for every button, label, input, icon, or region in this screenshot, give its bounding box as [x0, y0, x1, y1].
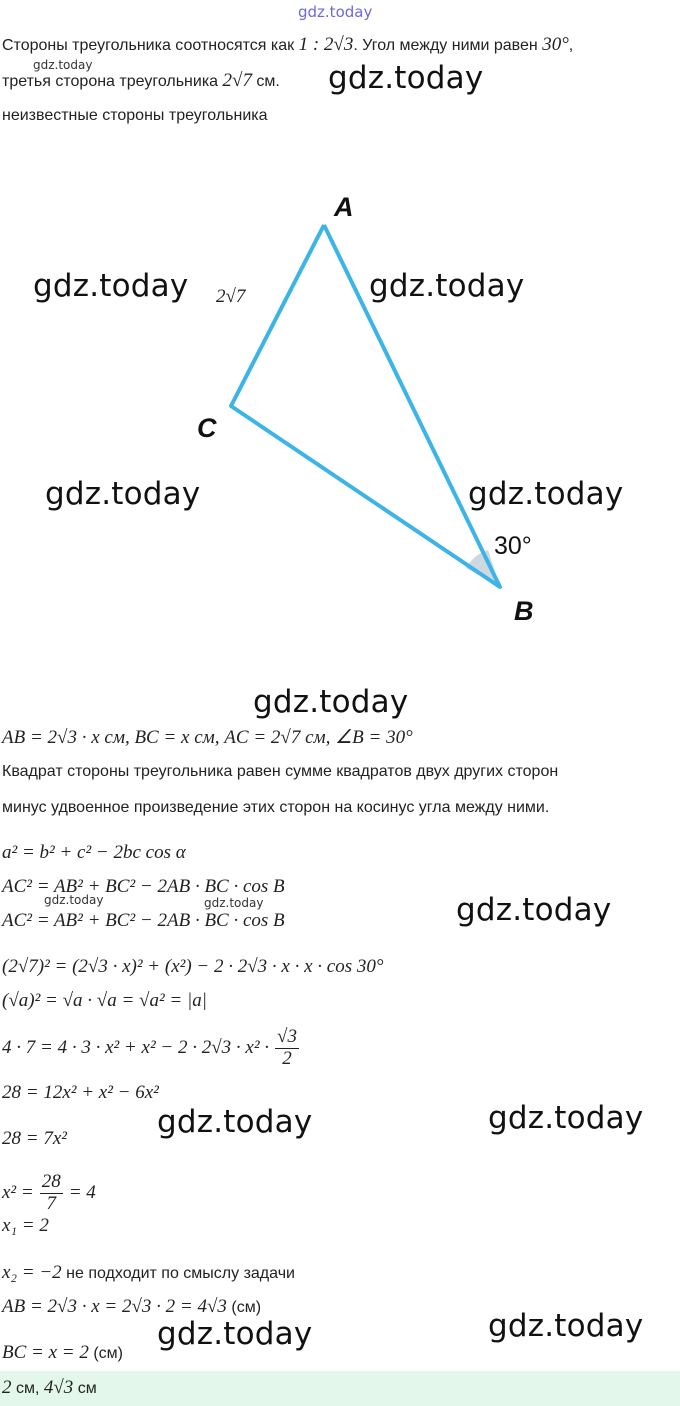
watermark: gdz.today [488, 1100, 644, 1136]
problem-text: , [568, 37, 574, 54]
vertex-b-label: B [514, 596, 534, 626]
note-text: не подходит по смыслу задачи [66, 1265, 295, 1282]
equation-line: AC² = AB² + BC² − 2AB · BC · cos B [2, 910, 285, 931]
equation-line: 28 = 7x² [2, 1128, 67, 1149]
answer-value: 4√3 [43, 1377, 74, 1398]
equation-text: AB = 2√3 · x = 2√3 · 2 = 4√3 [2, 1296, 227, 1317]
watermark: gdz.today [328, 60, 484, 96]
triangle-figure [0, 180, 680, 640]
rule-line-2: минус удвоенное произведение этих сторон на косинус угла между ними. [2, 799, 550, 816]
find-text: неизвестные стороны треугольника [2, 107, 268, 124]
side-ac-label: 2√7 [216, 286, 246, 307]
equation-text: x² = [2, 1182, 34, 1203]
fraction-denominator: 2 [282, 1047, 292, 1069]
watermark: gdz.today [45, 476, 201, 512]
watermark: gdz.today [157, 1104, 313, 1140]
root-rejected-line [2, 1262, 295, 1284]
watermark-small: gdz.today [33, 58, 93, 72]
equation-line [2, 1166, 96, 1220]
rule-line-1: Квадрат стороны треугольника равен сумме квадратов двух других сторон [2, 763, 559, 780]
equation-text: x₂ = −2 [2, 1262, 62, 1283]
watermark: gdz.today [468, 476, 624, 512]
problem-text: . Угол между ними равен [353, 37, 538, 54]
equation-line: (2√7)² = (2√3 · x)² + (x²) − 2 · 2√3 · x · x · cos 30° [2, 956, 384, 977]
watermark: gdz.today [157, 1316, 313, 1352]
ratio-value: 1 : 2√3 [298, 34, 354, 55]
answer-value: 2 [2, 1377, 12, 1398]
problem-text: третья сторона треугольника [2, 73, 219, 90]
equation-text: BC = x = 2 [2, 1342, 89, 1363]
equation-text: 4 · 7 = 4 · 3 · x² + x² − 2 · 2√3 · x² · [2, 1037, 270, 1058]
vertex-c-label: C [197, 413, 217, 443]
equation-cosine-law: a² = b² + c² − 2bc cos α [2, 842, 186, 863]
result-ab-line [2, 1296, 261, 1318]
side-value: 2√7 [222, 70, 252, 91]
watermark-small: gdz.today [44, 893, 104, 907]
answer-text [2, 1377, 97, 1399]
fraction-numerator: √3 [277, 1025, 297, 1047]
problem-line-1 [2, 34, 573, 56]
answer-unit: см [77, 1380, 97, 1397]
unit-text: см. [256, 73, 280, 90]
fraction-denominator: 7 [46, 1192, 56, 1214]
watermark: gdz.today [456, 892, 612, 928]
equation-line: AC² = AB² + BC² − 2AB · BC · cos B [2, 876, 285, 897]
answer-bar [0, 1371, 680, 1406]
watermark-top: gdz.today [298, 3, 373, 21]
unit-text: (см) [231, 1299, 262, 1316]
vertex-a-label: A [334, 192, 354, 222]
fraction-numerator: 28 [41, 1170, 61, 1192]
watermark: gdz.today [488, 1308, 644, 1344]
answer-unit: см, [15, 1380, 40, 1397]
unit-text: (см) [93, 1345, 123, 1362]
problem-text: Стороны треугольника соотносятся как [2, 37, 295, 54]
equation-text: = 4 [68, 1182, 96, 1203]
fraction [40, 1172, 63, 1215]
equation-line [2, 1021, 299, 1075]
angle-b-label: 30° [494, 532, 532, 560]
fraction [275, 1027, 299, 1070]
equation-line: 28 = 12x² + x² − 6x² [2, 1082, 159, 1103]
watermark: gdz.today [253, 684, 409, 720]
given-line: AB = 2√3 · x см, BC = x см, AC = 2√7 см, ∠B = 30° [2, 727, 413, 748]
watermark: gdz.today [33, 268, 189, 304]
problem-line-2 [2, 70, 280, 92]
watermark-small: gdz.today [204, 896, 264, 910]
equation-sqrt-rule: (√a)² = √a · √a = √a² = |a| [2, 990, 207, 1011]
watermark: gdz.today [369, 268, 525, 304]
result-bc-line [2, 1342, 123, 1364]
equation-line: x₁ = 2 [2, 1215, 49, 1236]
angle-value: 30° [542, 34, 569, 55]
